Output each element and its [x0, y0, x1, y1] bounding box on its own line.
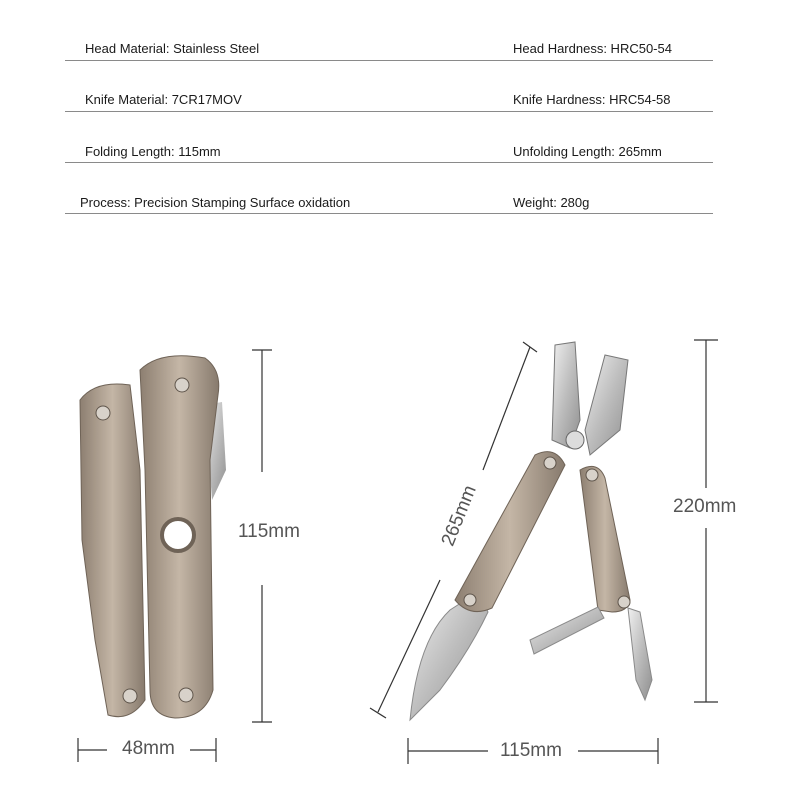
- rivet: [544, 457, 556, 469]
- rivet: [464, 594, 476, 606]
- rivet: [618, 596, 630, 608]
- spec-knife-material: Knife Material: 7CR17MOV: [85, 92, 242, 107]
- rivet: [96, 406, 110, 420]
- pivot: [566, 431, 584, 449]
- plier-jaw-right: [585, 355, 628, 455]
- rivet: [586, 469, 598, 481]
- bit-tool: [628, 608, 652, 700]
- rivet: [179, 688, 193, 702]
- lanyard-hole: [162, 519, 194, 551]
- folded-width-label: 48mm: [122, 738, 175, 759]
- open-diagonal-label: 265mm: [437, 482, 481, 550]
- open-handle-right: [580, 466, 630, 612]
- folded-length-label: 115mm: [238, 521, 300, 542]
- spec-head-hardness: Head Hardness: HRC50-54: [513, 41, 672, 56]
- spec-weight: Weight: 280g: [513, 195, 590, 210]
- spec-folding-length: Folding Length: 115mm: [85, 144, 221, 159]
- screwdriver-tool: [530, 607, 604, 654]
- spec-head-material: Head Material: Stainless Steel: [85, 41, 260, 56]
- rivet: [123, 689, 137, 703]
- spec-unfolding-length: Unfolding Length: 265mm: [513, 144, 662, 159]
- rivet: [175, 378, 189, 392]
- spec-knife-hardness: Knife Hardness: HRC54-58: [513, 92, 671, 107]
- folded-multitool: [80, 356, 226, 718]
- open-handle-left: [455, 452, 565, 612]
- open-width-label: 115mm: [500, 740, 562, 761]
- open-height-label: 220mm: [673, 496, 737, 517]
- folded-handle-left: [80, 384, 145, 717]
- spec-process: Process: Precision Stamping Surface oxidation: [80, 195, 351, 210]
- open-height-dimension: [694, 340, 718, 702]
